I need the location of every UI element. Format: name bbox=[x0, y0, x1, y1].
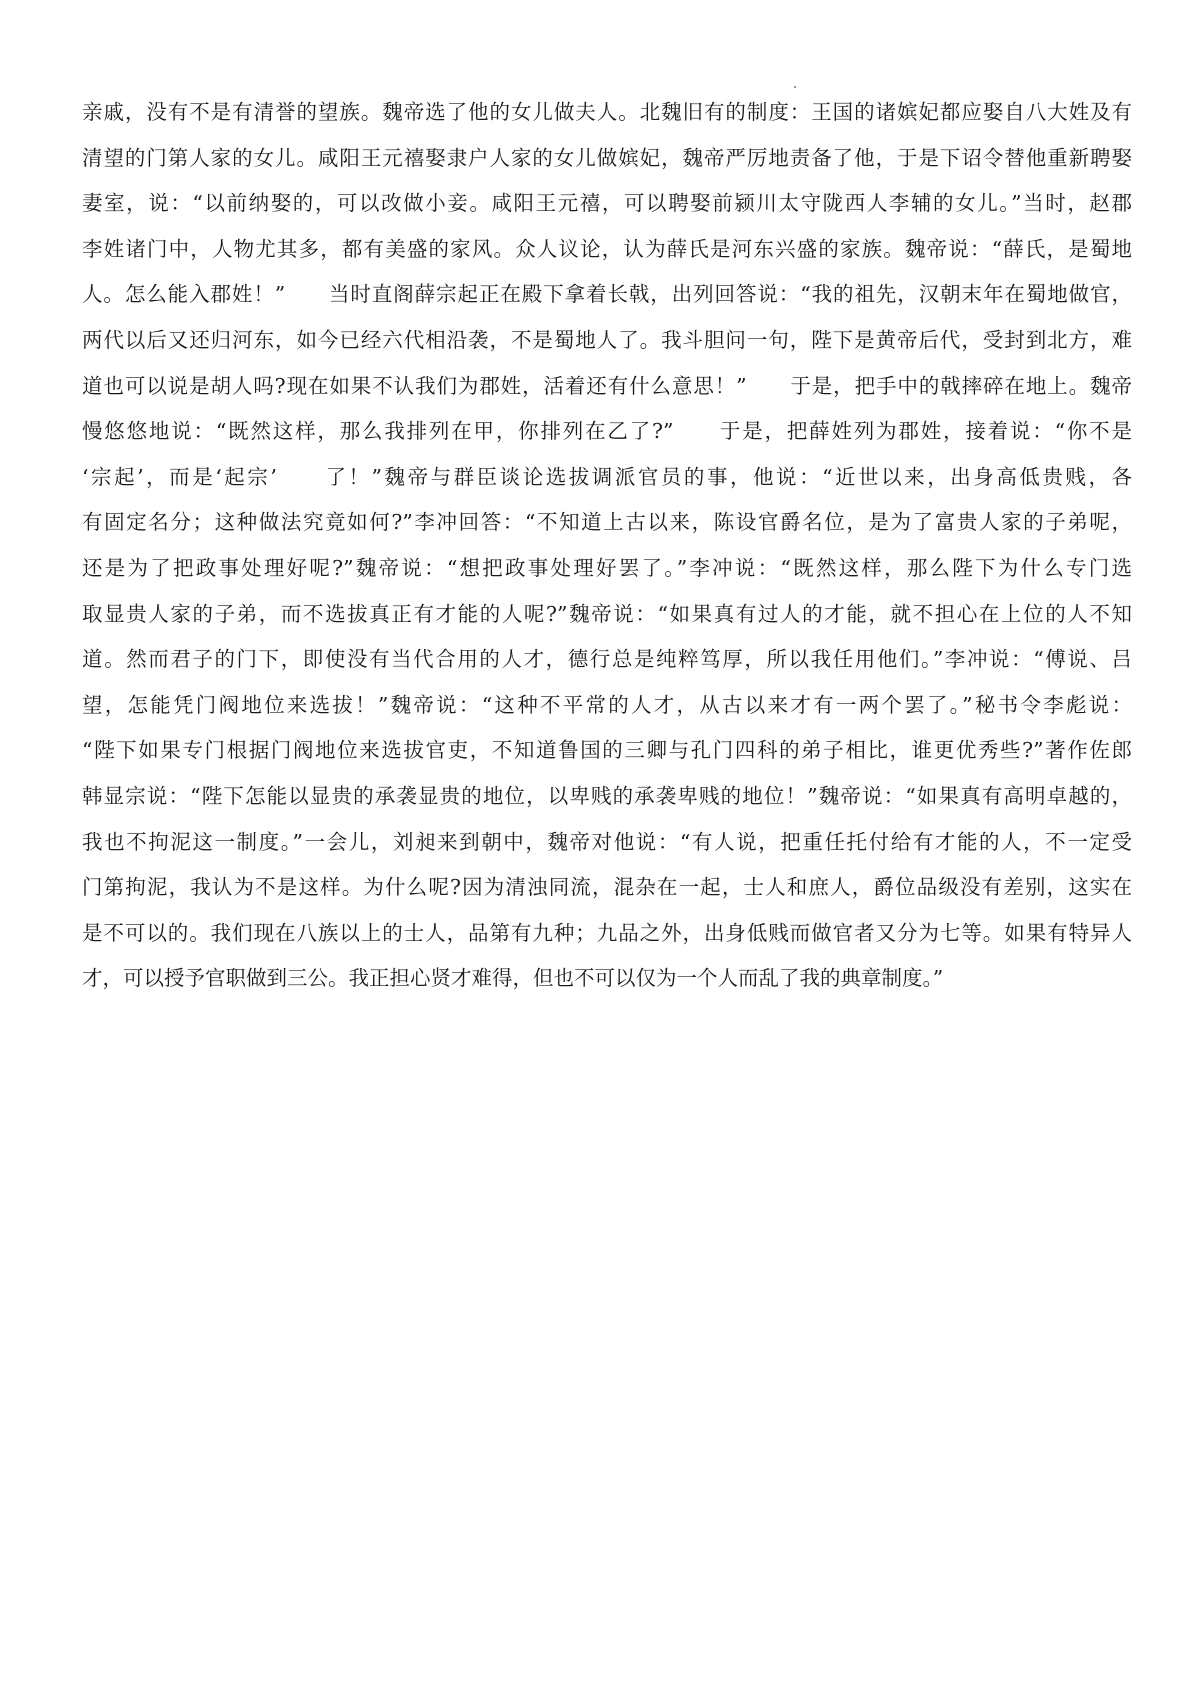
text-line: 有固定名分；这种做法究竟如何?”李冲回答：“不知道上古以来，陈设官爵名位，是为了富贵人家的子弟呢， bbox=[82, 510, 1132, 535]
text-line: 是不可以的。我们现在八族以上的士人，品第有九种；九品之外，出身低贱而做官者又分为七等。如果有特异人 bbox=[82, 920, 1132, 945]
text-line: 亲戚，没有不是有清誉的望族。魏帝选了他的女儿做夫人。北魏旧有的制度：王国的诸嫔妃都应娶自八大姓及有 bbox=[82, 100, 1132, 124]
text-line: 慢悠悠地说：“既然这样，那么我排列在甲，你排列在乙了?” 于是，把薛姓列为郡姓，接着说：“你不是 bbox=[82, 419, 1132, 444]
text-line: “陛下如果专门根据门阀地位来选拔官吏，不知道鲁国的三卿与孔门四科的弟子相比，谁更优秀些?”著作佐郎 bbox=[82, 738, 1132, 763]
text-line: 韩显宗说：“陛下怎能以显贵的承袭显贵的地位，以卑贱的承袭卑贱的地位！”魏帝说：“如果真有高明卓越的， bbox=[82, 783, 1132, 808]
text-line: 李姓诸门中，人物尤其多，都有美盛的家风。众人议论，认为薛氏是河东兴盛的家族。魏帝说：“薛氏，是蜀地 bbox=[82, 236, 1132, 261]
text-line: 道。然而君子的门下，即使没有当代合用的人才，德行总是纯粹笃厚，所以我任用他们。”李冲说：“傅说、吕 bbox=[82, 647, 1132, 672]
text-line: 门第拘泥，我认为不是这样。为什么呢?因为清浊同流，混杂在一起，士人和庶人，爵位品级没有差别，这实在 bbox=[82, 875, 1132, 900]
text-line: 清望的门第人家的女儿。咸阳王元禧娶隶户人家的女儿做嫔妃，魏帝严厉地责备了他，于是下诏令替他重新聘娶 bbox=[82, 145, 1132, 170]
text-line: 妻室，说：“以前纳娶的，可以改做小妾。咸阳王元禧，可以聘娶前颍川太守陇西人李辅的女儿。”当时，赵郡 bbox=[82, 191, 1132, 216]
text-line: 才，可以授予官职做到三公。我正担心贤才难得，但也不可以仅为一个人而乱了我的典章制度。” bbox=[82, 966, 944, 991]
stray-mark bbox=[794, 86, 796, 88]
text-line: 人。怎么能入郡姓！” 当时直阁薛宗起正在殿下拿着长戟，出列回答说：“我的祖先，汉朝末年在蜀地做官， bbox=[82, 282, 1132, 307]
text-line: ‘宗起’，而是‘起宗’ 了！”魏帝与群臣谈论选拔调派官员的事，他说：“近世以来，出身高低贵贱，各 bbox=[82, 464, 1132, 489]
text-line: 取显贵人家的子弟，而不选拔真正有才能的人呢?”魏帝说：“如果真有过人的才能，就不担心在上位的人不知 bbox=[82, 601, 1132, 626]
body-text bbox=[82, 90, 1132, 1002]
text-line: 还是为了把政事处理好呢?”魏帝说：“想把政事处理好罢了。”李冲说：“既然这样，那么陛下为什么专门选 bbox=[82, 555, 1132, 580]
text-line: 望，怎能凭门阀地位来选拔！”魏帝说：“这种不平常的人才，从古以来才有一两个罢了。”秘书令李彪说： bbox=[82, 692, 1132, 717]
text-line: 两代以后又还归河东，如今已经六代相沿袭，不是蜀地人了。我斗胆问一句，陛下是黄帝后代，受封到北方，难 bbox=[82, 327, 1132, 352]
text-line: 道也可以说是胡人吗?现在如果不认我们为郡姓，活着还有什么意思！” 于是，把手中的戟摔碎在地上。魏帝 bbox=[82, 373, 1132, 398]
text-line: 我也不拘泥这一制度。”一会儿，刘昶来到朝中，魏帝对他说：“有人说，把重任托付给有才能的人，不一定受 bbox=[82, 829, 1132, 854]
